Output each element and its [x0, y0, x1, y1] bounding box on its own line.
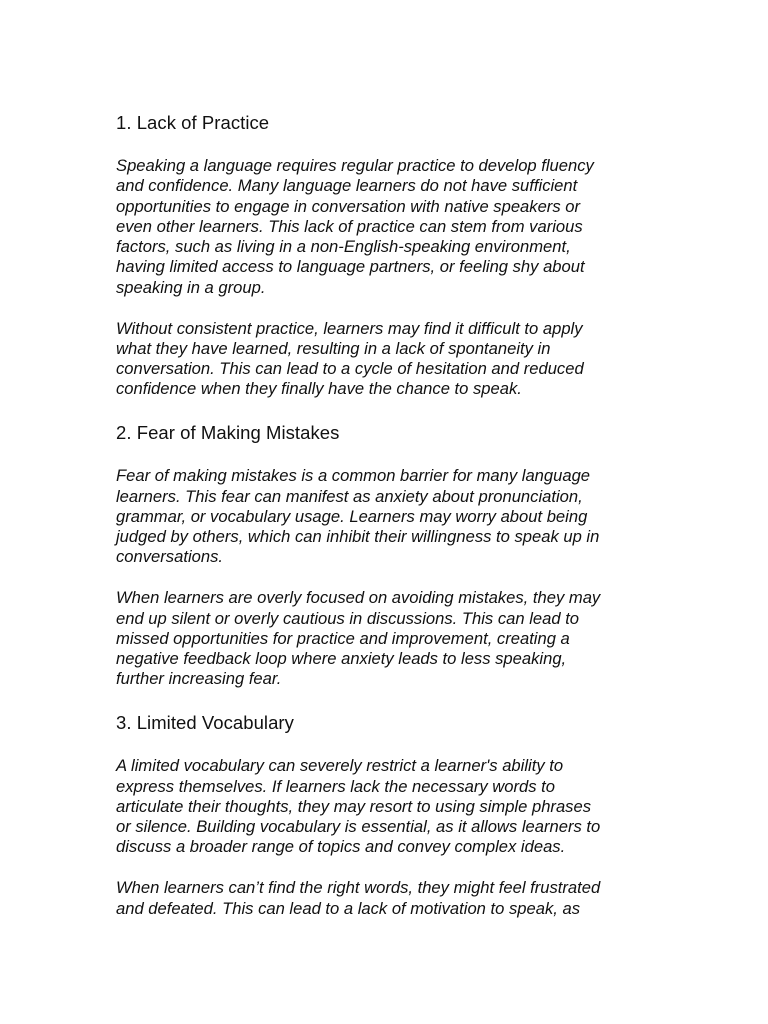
text-line: confidence when they finally have the chance to speak. — [116, 379, 522, 399]
text-line: conversations. — [116, 547, 223, 567]
section-fear-of-mistakes — [116, 420, 661, 689]
text-line: When learners are overly focused on avoiding mistakes, they may — [116, 588, 601, 608]
text-line: missed opportunities for practice and improvement, creating a — [116, 628, 570, 648]
text-line: express themselves. If learners lack the necessary words to — [116, 776, 555, 796]
text-line: opportunities to engage in conversation with native speakers or — [116, 196, 580, 216]
section-heading: 1. Lack of Practice — [116, 112, 270, 133]
text-line: and defeated. This can lead to a lack of motivation to speak, as — [116, 898, 580, 918]
section-heading: 2. Fear of Making Mistakes — [116, 422, 340, 444]
text-line: grammar, or vocabulary usage. Learners may worry about being — [116, 506, 588, 526]
text-line: articulate their thoughts, they may resort to using simple phrases — [116, 796, 591, 816]
paragraph — [116, 156, 661, 298]
text-line: having limited access to language partners, or feeling shy about — [116, 257, 585, 277]
text-line: When learners can’t find the right words, they might feel frustrated — [116, 878, 601, 898]
text-line: what they have learned, resulting in a lack of spontaneity in — [116, 338, 551, 358]
paragraph — [116, 588, 661, 689]
text-line: negative feedback loop where anxiety leads to less speaking, — [116, 649, 567, 669]
text-line: Fear of making mistakes is a common barrier for many language — [116, 466, 591, 486]
text-line: speaking in a group. — [116, 277, 266, 297]
text-line: discuss a broader range of topics and convey complex ideas. — [116, 837, 566, 857]
text-line: A limited vocabulary can severely restrict a learner's ability to — [116, 756, 564, 776]
text-line: learners. This fear can manifest as anxiety about pronunciation, — [116, 486, 583, 506]
text-line: and confidence. Many language learners do not have sufficient — [116, 176, 578, 196]
text-line: Speaking a language requires regular practice to develop fluency — [116, 156, 594, 175]
text-line: conversation. This can lead to a cycle of hesitation and reduced — [116, 359, 584, 379]
section-lack-of-practice — [116, 110, 661, 400]
section-limited-vocabulary — [116, 710, 661, 919]
section-heading: 3. Limited Vocabulary — [116, 712, 294, 734]
text-line: end up silent or overly cautious in discussions. This can lead to — [116, 608, 580, 628]
paragraph — [116, 466, 661, 567]
text-line: factors, such as living in a non-English-speaking environment, — [116, 237, 571, 257]
document-body — [116, 110, 661, 939]
text-line: judged by others, which can inhibit their willingness to speak up in — [116, 527, 600, 547]
text-line: further increasing fear. — [116, 669, 282, 689]
paragraph — [116, 319, 661, 400]
text-line: Without consistent practice, learners may find it difficult to apply — [116, 318, 583, 338]
text-line: or silence. Building vocabulary is essential, as it allows learners to — [116, 817, 601, 837]
paragraph — [116, 878, 661, 919]
paragraph — [116, 756, 661, 857]
text-line: even other learners. This lack of practice can stem from various — [116, 216, 583, 236]
